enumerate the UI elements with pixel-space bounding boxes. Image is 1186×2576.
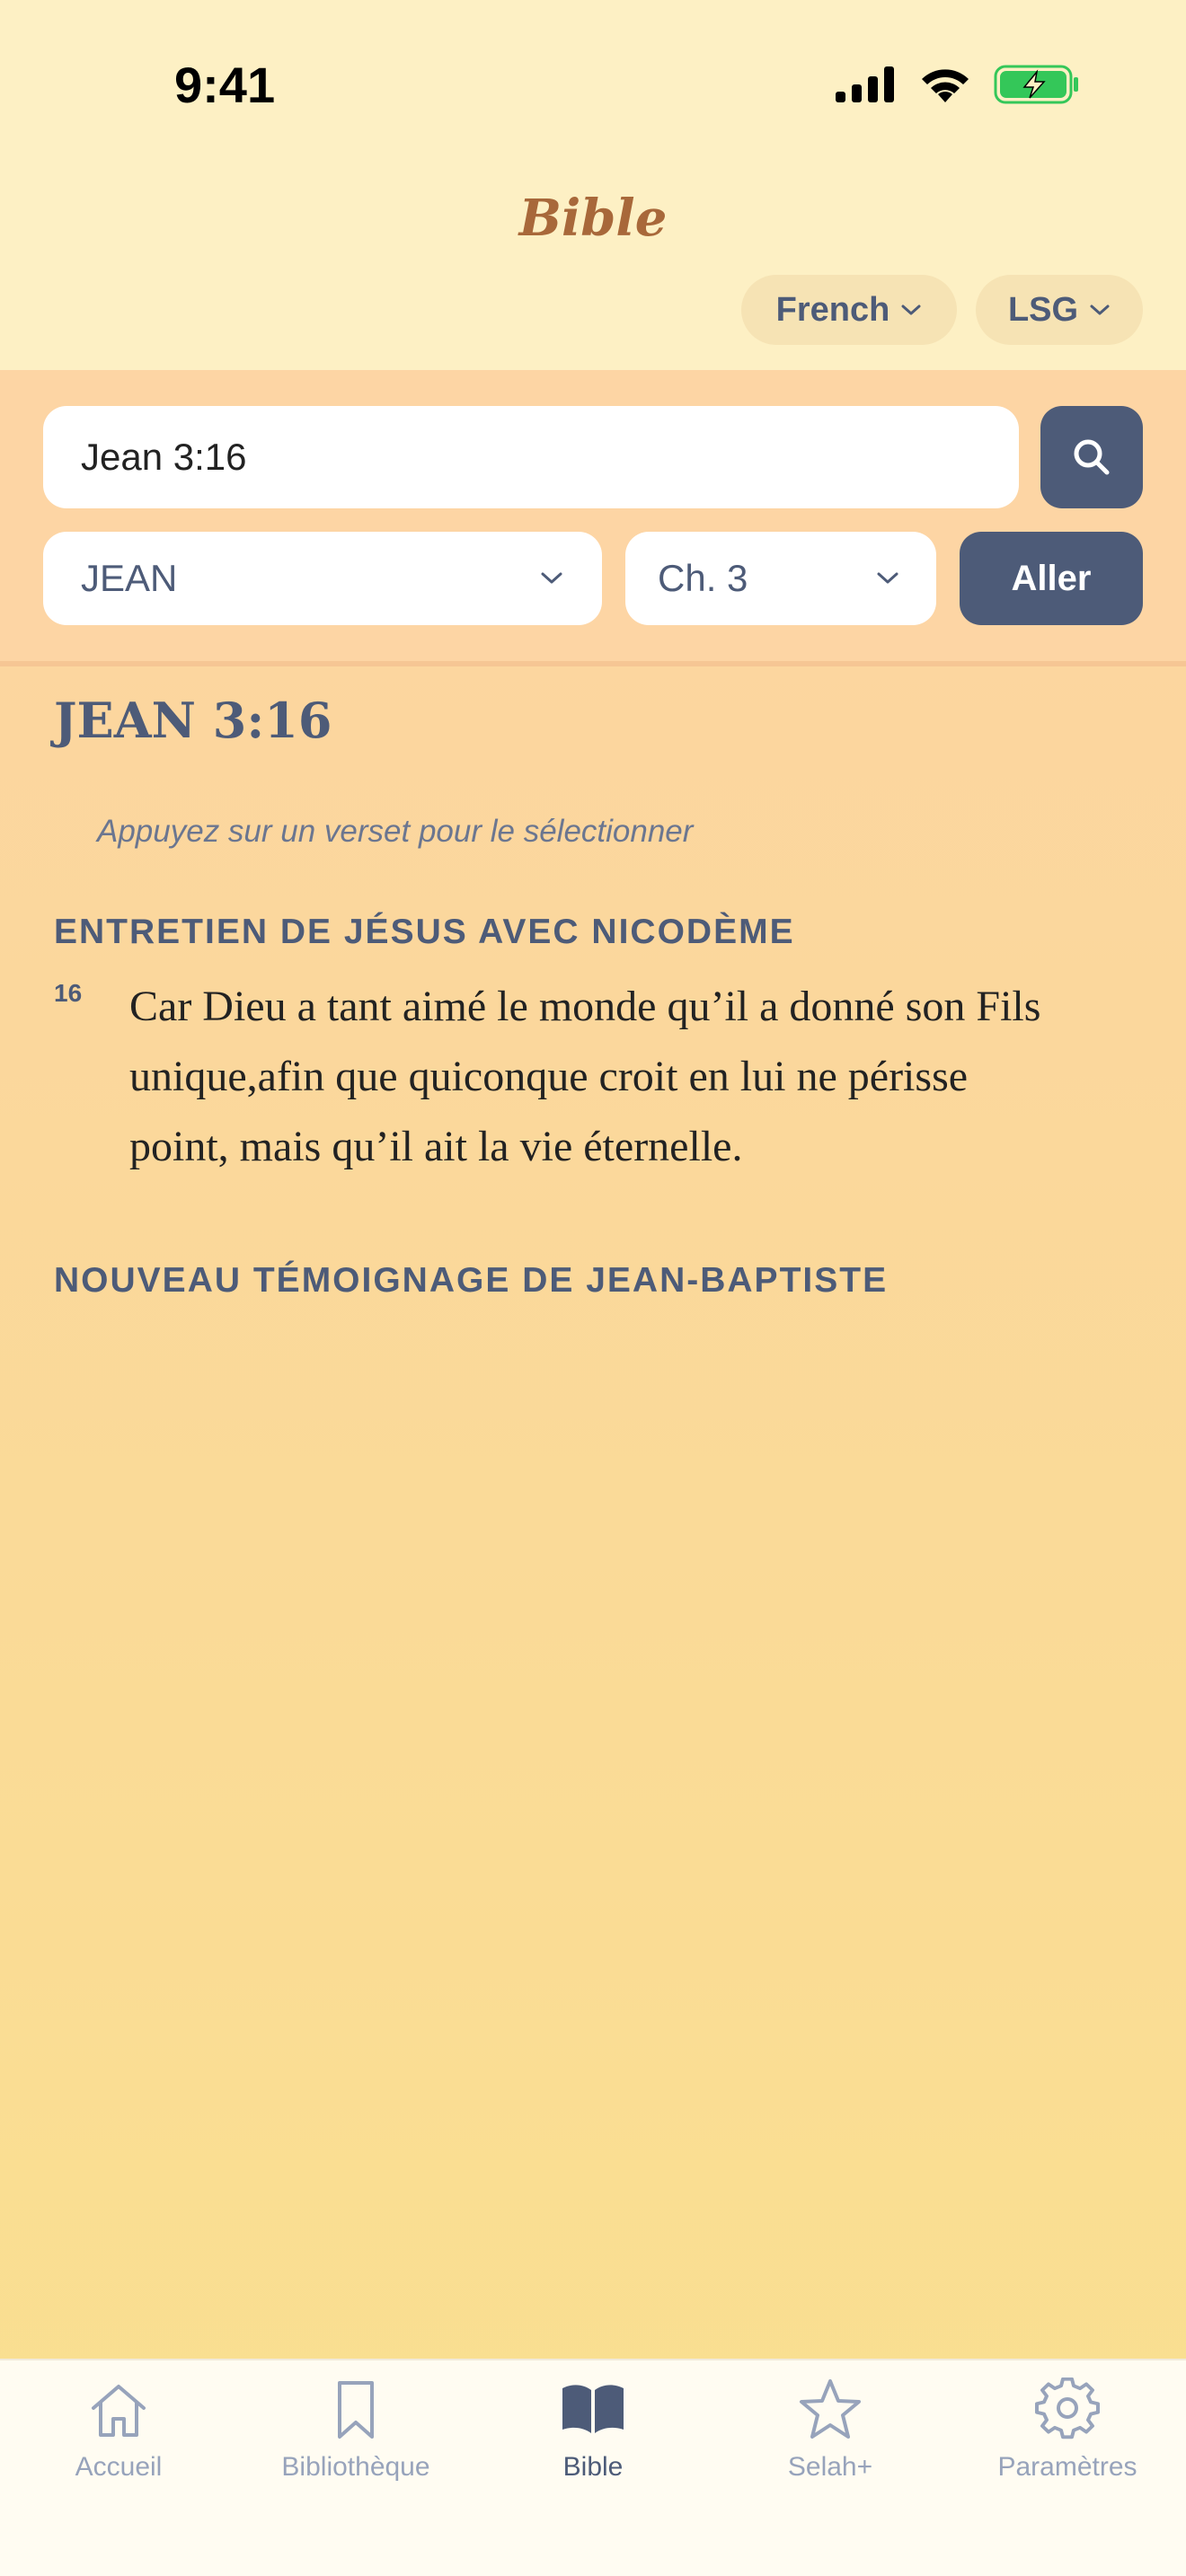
search-input[interactable] — [43, 406, 1019, 508]
book-icon — [559, 2378, 627, 2442]
version-selector[interactable] — [976, 275, 1143, 345]
tab-label: Bibliothèque — [281, 2452, 430, 2482]
section-heading: NOUVEAU TÉMOIGNAGE DE JEAN-BAPTISTE — [54, 1261, 889, 1300]
verse-number: 16 — [54, 979, 83, 1007]
search-button[interactable] — [1040, 406, 1143, 508]
language-selector[interactable] — [741, 275, 957, 345]
chapter-select-value: Ch. 3 — [658, 557, 748, 599]
tab-label: Selah+ — [787, 2452, 873, 2482]
chevron-down-icon — [539, 570, 564, 587]
verse-line: point, mais qu’il ait la vie éternelle. — [129, 1123, 743, 1170]
gear-icon — [1035, 2378, 1100, 2442]
chevron-down-icon — [1089, 303, 1111, 317]
header-area — [0, 0, 1186, 370]
selection-hint: Appuyez sur un verset pour le sélectionner — [97, 814, 694, 849]
star-icon — [796, 2376, 864, 2444]
go-button[interactable]: Aller — [960, 532, 1143, 625]
reference-title: JEAN 3:16 — [54, 692, 332, 749]
tab-selah[interactable] — [712, 2362, 949, 2488]
tab-label: Paramètres — [997, 2452, 1137, 2482]
book-select[interactable] — [43, 532, 602, 625]
search-area — [0, 370, 1186, 666]
tab-bibliotheque[interactable] — [237, 2362, 474, 2488]
status-time: 9:41 — [174, 57, 276, 113]
tab-accueil[interactable] — [0, 2362, 237, 2488]
chapter-select[interactable] — [625, 532, 936, 625]
wifi-icon — [918, 65, 972, 104]
chevron-down-icon — [875, 570, 900, 587]
tab-parametres[interactable] — [949, 2362, 1186, 2488]
tab-bible[interactable] — [474, 2362, 712, 2488]
tab-bar — [0, 2359, 1186, 2576]
version-label: LSG — [1007, 290, 1079, 329]
chevron-down-icon — [900, 303, 922, 317]
verse-text[interactable] — [129, 972, 1154, 1182]
tab-label: Bible — [562, 2452, 624, 2482]
bookmark-icon — [323, 2378, 388, 2442]
section-heading: ENTRETIEN DE JÉSUS AVEC NICODÈME — [54, 913, 795, 951]
language-label: French — [775, 290, 890, 329]
verse-line: Car Dieu a tant aimé le monde qu’il a donné son Fils — [129, 983, 1041, 1030]
tab-label: Accueil — [75, 2452, 163, 2482]
battery-charging-icon — [994, 63, 1080, 106]
verse-line: unique,afin que quiconque croit en lui ne périsse — [129, 1053, 969, 1100]
search-icon — [1070, 436, 1113, 479]
book-select-value: JEAN — [81, 557, 178, 599]
cellular-signal-icon — [836, 66, 897, 102]
home-icon — [86, 2378, 151, 2442]
page-title: Bible — [518, 189, 668, 248]
status-icons — [836, 63, 1080, 106]
